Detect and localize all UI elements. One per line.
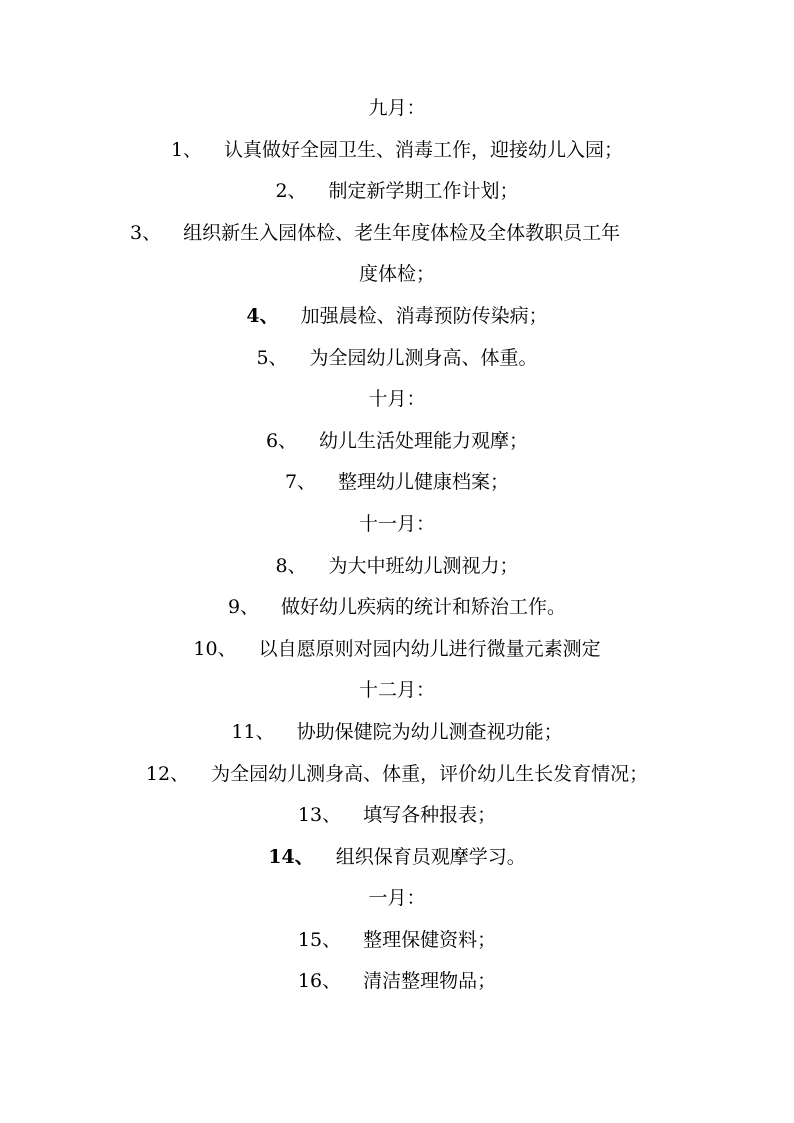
item-text: 组织新生入园体检、老生年度体检及全体教职员工年 (183, 221, 621, 244)
item-text: 做好幼儿疾病的统计和矫治工作。 (281, 596, 567, 619)
list-item (0, 754, 794, 796)
list-item (0, 587, 794, 629)
item-text: 加强晨检、消毒预防传染病； (300, 304, 548, 327)
list-item-continuation (0, 254, 794, 296)
item-number: 15、 (297, 928, 342, 951)
item-number: 2、 (275, 180, 307, 203)
item-number: 3、 (130, 221, 162, 244)
item-text: 填写各种报表； (363, 804, 497, 827)
month-heading: 十月： (368, 388, 426, 411)
item-text: 制定新学期工作计划； (328, 180, 519, 203)
list-item (0, 961, 794, 1003)
item-number: 4、 (246, 304, 279, 327)
document-page (0, 88, 794, 1003)
item-text: 以自愿原则对园内幼儿进行微量元素测定 (258, 637, 601, 660)
item-text: 认真做好全园卫生、消毒工作，迎接幼儿入园； (224, 138, 624, 161)
list-item (0, 920, 794, 962)
list-item (0, 462, 794, 504)
item-number: 1、 (170, 138, 203, 161)
item-text: 为大中班幼儿测视力； (328, 554, 519, 577)
list-item (0, 338, 794, 380)
month-heading: 十二月： (358, 679, 435, 702)
item-text: 组织保育员观摩学习。 (335, 845, 526, 868)
item-text: 为全园幼儿测身高、体重，评价幼儿生长发育情况； (211, 762, 649, 785)
month-heading: 十一月： (358, 512, 435, 535)
item-number: 8、 (275, 554, 307, 577)
item-number: 13、 (297, 804, 342, 827)
item-number: 12、 (145, 762, 190, 785)
item-text: 整理保健资料； (363, 928, 497, 951)
item-number: 9、 (227, 596, 260, 619)
item-number: 7、 (284, 471, 317, 494)
list-item (0, 213, 794, 255)
list-item (0, 421, 794, 463)
item-number: 6、 (265, 429, 298, 452)
list-item (0, 712, 794, 754)
item-text: 幼儿生活处理能力观摩； (319, 429, 529, 452)
list-item (0, 629, 794, 671)
month-heading: 九月： (368, 97, 426, 119)
item-text: 整理幼儿健康档案； (338, 471, 510, 494)
list-item (0, 171, 794, 213)
item-number: 5、 (256, 346, 288, 369)
item-text: 为全园幼儿测身高、体重。 (309, 346, 538, 369)
list-item (0, 546, 794, 588)
item-text: 清洁整理物品； (363, 970, 497, 993)
item-text: 协助保健院为幼儿测查视功能； (296, 720, 563, 743)
list-item (0, 296, 794, 338)
item-number: 10、 (193, 637, 237, 660)
item-text-continuation: 度体检； (358, 263, 435, 286)
list-item (0, 795, 794, 837)
list-item (0, 837, 794, 879)
item-number: 11、 (231, 720, 275, 743)
item-number: 14、 (268, 845, 314, 868)
month-heading: 一月： (368, 887, 426, 910)
list-item (0, 130, 794, 172)
item-number: 16、 (297, 970, 342, 993)
